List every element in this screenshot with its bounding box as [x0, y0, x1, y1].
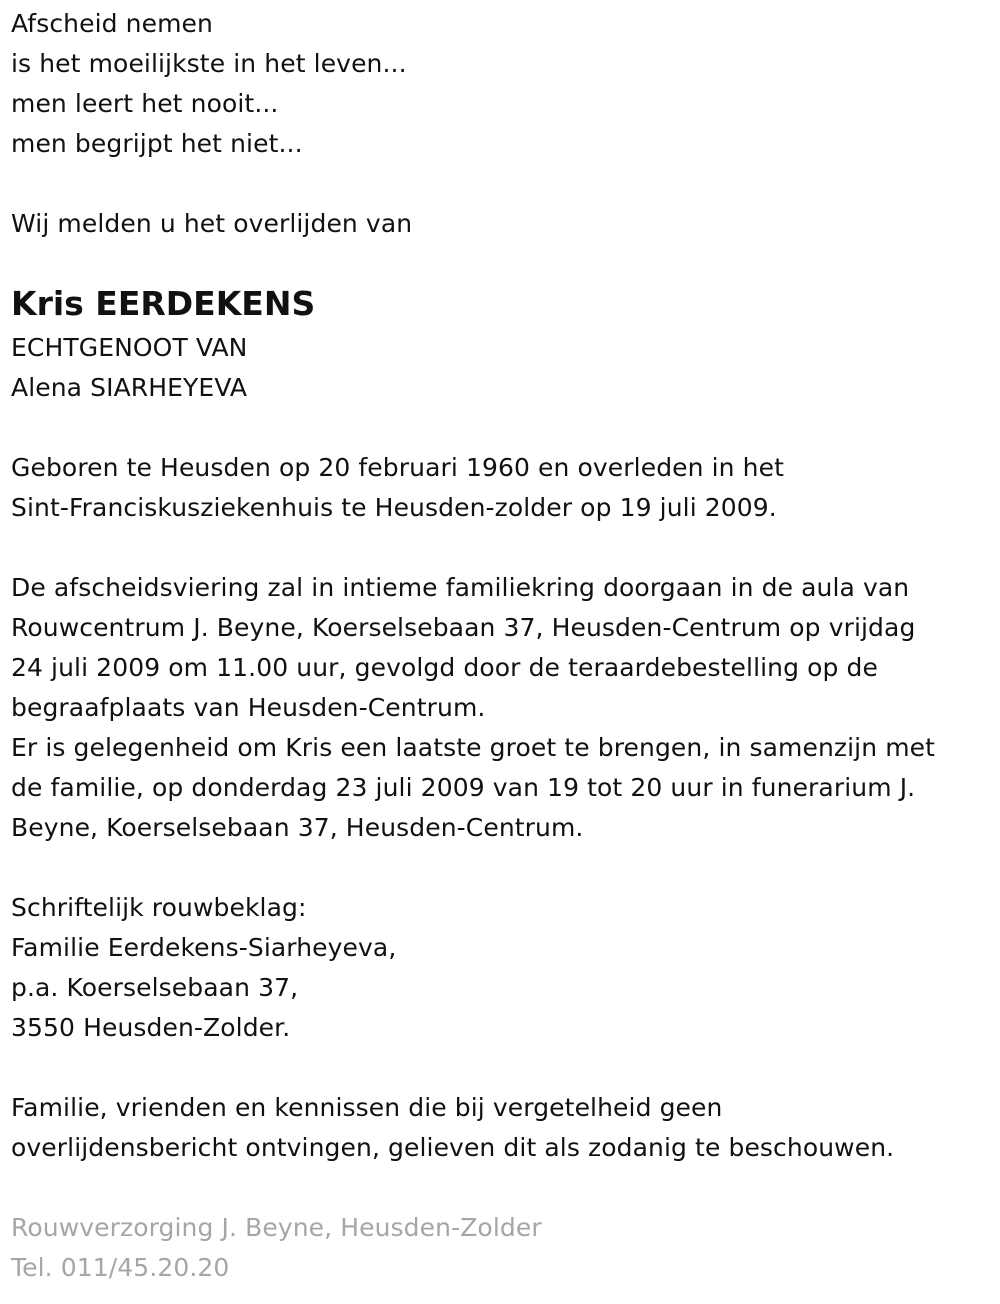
- deceased-name: Kris EERDEKENS: [11, 284, 316, 323]
- paragraph-line: Sint-Franciskusziekenhuis te Heusden-zolder op 19 juli 2009.: [11, 493, 777, 522]
- spacer: [11, 244, 996, 280]
- paragraph-line: Er is gelegenheid om Kris een laatste groet te brengen, in samenzijn met: [11, 733, 936, 762]
- funeral-home-footer: [11, 1208, 996, 1288]
- spacer: [11, 1168, 996, 1208]
- paragraph-line: de familie, op donderdag 23 juli 2009 van 19 tot 20 uur in funerarium J.: [11, 773, 916, 802]
- spacer: [11, 408, 996, 448]
- paragraph-line: begraafplaats van Heusden-Centrum.: [11, 693, 486, 722]
- paragraph-line: Familie, vrienden en kennissen die bij vergetelheid geen: [11, 1093, 723, 1122]
- address-line: Schriftelijk rouwbeklag:: [11, 893, 307, 922]
- address-line: p.a. Koerselsebaan 37,: [11, 973, 299, 1002]
- address-line: Familie Eerdekens-Siarheyeva,: [11, 933, 397, 962]
- funeral-home-phone: Tel. 011/45.20.20: [11, 1253, 230, 1282]
- spouse-name: Alena SIARHEYEVA: [11, 373, 248, 402]
- paragraph-line: De afscheidsviering zal in intieme familiekring doorgaan in de aula van: [11, 573, 910, 602]
- spacer: [11, 848, 996, 888]
- paragraph-line: overlijdensbericht ontvingen, gelieven dit als zodanig te beschouwen.: [11, 1133, 895, 1162]
- condolences-address: [11, 888, 996, 1048]
- paragraph-line: Beyne, Koerselsebaan 37, Heusden-Centrum.: [11, 813, 584, 842]
- poem: [11, 4, 996, 164]
- announcement-text: Wij melden u het overlijden van: [11, 209, 413, 238]
- obituary-document: [11, 4, 996, 1288]
- poem-line: men leert het nooit...: [11, 89, 279, 118]
- paragraph-line: Rouwcentrum J. Beyne, Koerselsebaan 37, Heusden-Centrum op vrijdag: [11, 613, 916, 642]
- notice-paragraph: [11, 1088, 996, 1168]
- relation-label: ECHTGENOOT VAN: [11, 333, 248, 362]
- birth-death-paragraph: [11, 448, 996, 528]
- spacer: [11, 528, 996, 568]
- poem-line: men begrijpt het niet...: [11, 129, 303, 158]
- spacer: [11, 1048, 996, 1088]
- address-line: 3550 Heusden-Zolder.: [11, 1013, 291, 1042]
- spacer: [11, 164, 996, 204]
- deceased-block: [11, 280, 996, 408]
- poem-line: Afscheid nemen: [11, 9, 213, 38]
- paragraph-line: Geboren te Heusden op 20 februari 1960 en overleden in het: [11, 453, 784, 482]
- paragraph-line: 24 juli 2009 om 11.00 uur, gevolgd door de teraardebestelling op de: [11, 653, 878, 682]
- poem-line: is het moeilijkste in het leven...: [11, 49, 407, 78]
- ceremony-paragraph: [11, 568, 996, 848]
- funeral-home-name: Rouwverzorging J. Beyne, Heusden-Zolder: [11, 1213, 542, 1242]
